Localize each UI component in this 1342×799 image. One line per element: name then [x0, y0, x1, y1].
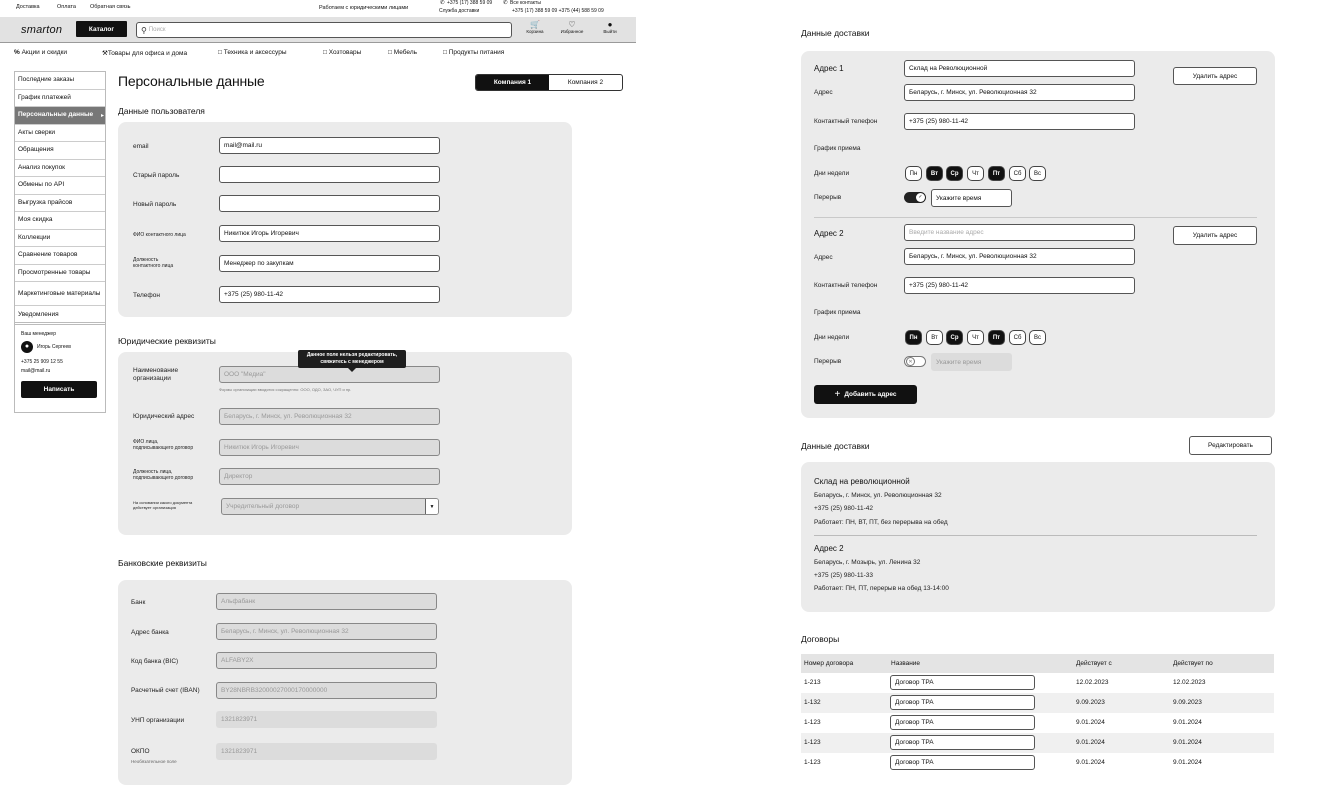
write-button[interactable]: Написать — [21, 381, 97, 398]
table-cell: 1-213 — [804, 679, 821, 686]
address-1-day-toggle[interactable]: Пн — [905, 166, 922, 181]
sidebar — [14, 71, 106, 325]
address-2-day-toggle[interactable]: Вт — [926, 330, 943, 345]
manager-email[interactable]: mail@mail.ru — [21, 368, 51, 374]
contract-name-field[interactable]: Договор ТРА — [890, 715, 1035, 730]
address-1-day-toggle[interactable]: Сб — [1009, 166, 1026, 181]
toggle-knob-icon: ✕ — [906, 357, 915, 366]
unp-label: УНП организации — [131, 717, 185, 724]
view-address-1-addr: Беларусь, г. Минск, ул. Революционная 32 — [814, 492, 942, 499]
phones-secondary: +375 (17) 388 59 09 +375 (44) 588 59 09 — [512, 8, 604, 14]
toggle-knob-icon: ✓ — [916, 193, 925, 202]
catalog-button[interactable]: Каталог — [76, 21, 127, 37]
user-data-title: Данные пользователя — [118, 106, 205, 116]
table-cell: 1-123 — [804, 739, 821, 746]
legal-title: Юридические реквизиты — [118, 336, 216, 346]
document-select[interactable] — [221, 498, 439, 515]
table-cell: 9.09.2023 — [1173, 699, 1202, 706]
delivery-service-label: Служба доставки — [439, 8, 480, 14]
search-placeholder: Поиск — [148, 27, 166, 33]
address-1-time-field[interactable]: Укажите время — [931, 189, 1012, 207]
signer-field: Никитюк Игорь Игоревич — [219, 439, 440, 456]
new-password-label: Новый пароль — [133, 201, 177, 208]
address-2-label: Адрес 2 — [814, 229, 844, 238]
cart-label: Корзина — [526, 29, 544, 34]
table-cell: 9.01.2024 — [1173, 759, 1202, 766]
address-1-breaks-label: Перерыв — [814, 194, 842, 201]
old-password-field[interactable] — [219, 166, 440, 183]
address-1-phone-label: Контактный телефон — [814, 118, 878, 125]
link-delivery[interactable]: Доставка — [16, 4, 40, 10]
legal-address-label: Юридический адрес — [133, 413, 195, 420]
table-row — [801, 733, 1274, 753]
legal-address-field: Беларусь, г. Минск, ул. Революционная 32 — [219, 408, 440, 425]
address-1-label: Адрес 1 — [814, 64, 844, 73]
cart-button[interactable] — [522, 20, 548, 34]
table-cell: 1-132 — [804, 699, 821, 706]
sidebar-item[interactable]: Акты сверки — [15, 125, 105, 143]
address-1-day-toggle[interactable]: Вс — [1029, 166, 1046, 181]
nav-item-food[interactable]: □ Продукты питания — [443, 49, 505, 56]
sidebar-item[interactable]: Моя скидка — [15, 212, 105, 230]
contracts-table — [801, 654, 1274, 773]
nav-item-promo[interactable]: % Акции и скидки — [14, 49, 67, 56]
link-payment[interactable]: Оплата — [57, 4, 76, 10]
sidebar-item[interactable]: Сравнение товаров — [15, 247, 105, 265]
favorites-label: Избранное — [560, 29, 584, 34]
phone-label: Телефон — [133, 292, 160, 299]
cart-icon: 🛒 — [530, 20, 540, 29]
bank-address-field: Беларусь, г. Минск, ул. Революционная 32 — [216, 623, 437, 640]
col-from: Действует с — [1076, 660, 1112, 667]
sidebar-item[interactable]: Обращения — [15, 142, 105, 160]
address-2-breaks-label: Перерыв — [814, 358, 842, 365]
address-2-schedule-label: График приема — [814, 309, 861, 316]
tooltip-arrow — [348, 368, 356, 372]
address-2-day-toggle[interactable]: Пн — [905, 330, 922, 345]
header — [0, 17, 636, 43]
sidebar-item[interactable]: Коллекции — [15, 230, 105, 248]
address-1-day-toggle[interactable]: Чт — [967, 166, 984, 181]
manager-title: Ваш менеджер — [21, 331, 56, 337]
fio-field[interactable]: Никитюк Игорь Игоревич — [219, 225, 440, 242]
manager-phone[interactable]: +375 25 909 12 55 — [21, 359, 63, 365]
iban-field: BY28NBRB32000027000170000000 — [216, 682, 437, 699]
address-2-days-label: Дни недели — [814, 334, 850, 341]
bic-label: Код банка (BIC) — [131, 658, 179, 665]
manager-card — [14, 322, 106, 413]
table-cell: 12.02.2023 — [1173, 679, 1206, 686]
table-cell: 9.09.2023 — [1076, 699, 1105, 706]
contracts-title: Договоры — [801, 634, 840, 644]
table-row — [801, 673, 1274, 693]
sidebar-item[interactable]: Выгрузка прайсов — [15, 195, 105, 213]
address-2-days — [905, 330, 1051, 345]
percent-icon: % — [14, 49, 20, 56]
table-cell: 9.01.2024 — [1076, 739, 1105, 746]
position-label: Должность контактного лица — [133, 257, 174, 269]
view-address-1-phone: +375 (25) 980-11-42 — [814, 505, 873, 512]
email-label: email — [133, 143, 149, 150]
top-bar — [0, 0, 636, 16]
address-2-day-toggle[interactable]: Чт — [967, 330, 984, 345]
plus-icon: + — [834, 389, 841, 400]
phone-main[interactable]: +375 (17) 388 59 09 — [447, 0, 493, 6]
chevron-down-icon[interactable]: ▼ — [425, 499, 438, 514]
contract-name-field[interactable]: Договор ТРА — [890, 755, 1035, 770]
nav-item-furniture[interactable]: □ Мебель — [388, 49, 417, 56]
table-cell: 1-123 — [804, 759, 821, 766]
document-label: На основании какого документа действует организация — [133, 500, 193, 510]
document-select-value: Учредительный договор — [226, 503, 300, 510]
chevron-right-icon: ▸ — [101, 113, 105, 119]
delete-address-1-button[interactable]: Удалить адрес — [1173, 67, 1257, 85]
bank-address-label: Адрес банка — [131, 629, 169, 636]
view-address-2-name: Адрес 2 — [814, 544, 844, 553]
fio-label: ФИО контактного лица — [133, 232, 186, 238]
nav-item-tech[interactable]: □ Техника и аксессуры — [218, 49, 287, 56]
address-2-phone-field[interactable]: +375 (25) 980-11-42 — [904, 277, 1135, 294]
logo[interactable]: smarton — [21, 24, 63, 36]
address-divider — [814, 217, 1257, 218]
bank-field: Альфабанк — [216, 593, 437, 610]
address-1-break-toggle[interactable] — [904, 192, 926, 203]
contract-name-field[interactable]: Договор ТРА — [890, 675, 1035, 690]
okpo-field[interactable]: 1321823971 — [216, 743, 437, 760]
tab-company-1[interactable]: Компания 1 — [476, 75, 549, 90]
address-1-schedule-label: График приема — [814, 145, 861, 152]
category-nav — [14, 49, 634, 61]
signer-position-label: Должность лица, подписывающего договор — [133, 469, 194, 481]
edit-delivery-button[interactable]: Редактировать — [1189, 436, 1272, 455]
address-2-day-toggle[interactable]: Ср — [946, 330, 963, 345]
org-field: ООО "Медиа" — [219, 366, 440, 383]
table-row — [801, 693, 1274, 713]
phone-icon: ✆ — [503, 0, 508, 6]
add-address-label: Добавить адрес — [844, 391, 897, 398]
address-2-day-toggle[interactable]: Вс — [1029, 330, 1046, 345]
delivery-edit-title: Данные доставки — [801, 28, 870, 38]
address-2-name-field[interactable]: Введите название адрес — [904, 224, 1135, 241]
address-1-day-toggle[interactable]: Ср — [946, 166, 963, 181]
bank-label: Банк — [131, 599, 146, 606]
old-password-label: Старый пароль — [133, 172, 180, 179]
bank-title: Банковские реквизиты — [118, 558, 207, 568]
col-to: Действует по — [1173, 660, 1213, 667]
nav-item-office[interactable]: ⚒Товары для офиса и дома — [102, 50, 188, 57]
address-1-days-label: Дни недели — [814, 170, 850, 177]
address-2-day-toggle[interactable]: Пт — [988, 330, 1005, 345]
view-address-2-addr: Беларусь, г. Мозырь, ул. Ленина 32 — [814, 559, 921, 566]
address-2-time-field: Укажите время — [931, 353, 1012, 371]
unp-field: 1321823971 — [216, 711, 437, 728]
table-cell: 9.01.2024 — [1076, 719, 1105, 726]
search-icon: ⚲ — [141, 25, 147, 35]
iban-label: Расчетный счет (IBAN) — [131, 687, 200, 694]
favorites-button[interactable] — [559, 20, 585, 34]
sidebar-item[interactable]: Просмотренные товары — [15, 265, 105, 283]
address-1-addr-label: Адрес — [814, 89, 833, 96]
sidebar-item[interactable]: Маркетинговые материалы — [15, 282, 105, 306]
address-1-days — [905, 166, 1051, 181]
view-address-1-hours: Работает: ПН, ВТ, ПТ, без перерыва на обед — [814, 519, 948, 526]
link-feedback[interactable]: Обратная связь — [90, 4, 131, 10]
sidebar-item[interactable]: График платежей — [15, 90, 105, 108]
bic-field: ALFABY2X — [216, 652, 437, 669]
okpo-hint: Необязательное поле — [131, 759, 177, 764]
avatar-icon: ● — [21, 341, 33, 353]
address-2-field[interactable]: Беларусь, г. Минск, ул. Революционная 32 — [904, 248, 1135, 265]
signer-position-field: Директор — [219, 468, 440, 485]
logout-label: Выйти — [603, 29, 617, 34]
table-row — [801, 753, 1274, 773]
manager-name: Игорь Сергеев — [37, 344, 71, 350]
view-divider — [814, 535, 1257, 536]
address-2-addr-label: Адрес — [814, 254, 833, 261]
sidebar-item[interactable]: Обмены по API — [15, 177, 105, 195]
address-1-day-toggle[interactable]: Пт — [988, 166, 1005, 181]
add-address-button[interactable] — [814, 385, 917, 404]
address-1-phone-field[interactable]: +375 (25) 980-11-42 — [904, 113, 1135, 130]
delivery-view-title: Данные доставки — [801, 441, 870, 451]
email-field[interactable]: mail@mail.ru — [219, 137, 440, 154]
view-address-2-phone: +375 (25) 980-11-33 — [814, 572, 873, 579]
address-1-day-toggle[interactable]: Вт — [926, 166, 943, 181]
sidebar-item[interactable]: Последние заказы — [15, 72, 105, 90]
tab-company-2[interactable]: Компания 2 — [567, 79, 604, 86]
view-address-2-hours: Работает: ПН, ПТ, перерыв на обед 13-14:00 — [814, 585, 949, 592]
address-2-phone-label: Контактный телефон — [814, 282, 878, 289]
table-cell: 9.01.2024 — [1173, 739, 1202, 746]
sidebar-item[interactable]: Анализ покупок — [15, 160, 105, 178]
address-2-day-toggle[interactable]: Сб — [1009, 330, 1026, 345]
okpo-label: ОКПО — [131, 748, 150, 755]
delete-address-2-button[interactable]: Удалить адрес — [1173, 226, 1257, 245]
contract-name-field[interactable]: Договор ТРА — [890, 735, 1035, 750]
sidebar-item[interactable]: Уведомления — [18, 310, 59, 318]
address-2-break-toggle[interactable] — [904, 356, 926, 367]
address-1-field[interactable]: Беларусь, г. Минск, ул. Революционная 32 — [904, 84, 1135, 101]
nav-item-household[interactable]: □ Хозтовары — [323, 49, 362, 56]
org-label: Наименование организации — [133, 367, 179, 382]
new-password-field[interactable] — [219, 195, 440, 212]
user-icon: ● — [607, 20, 613, 29]
table-row — [801, 713, 1274, 733]
phone-field[interactable]: +375 (25) 980-11-42 — [219, 286, 440, 303]
table-cell: 1-123 — [804, 719, 821, 726]
table-cell: 9.01.2024 — [1173, 719, 1202, 726]
col-name: Название — [891, 660, 921, 667]
signer-label: ФИО лица, подписывающего договор — [133, 439, 194, 451]
address-1-name-field[interactable]: Склад на Революционной — [904, 60, 1135, 77]
table-header — [801, 654, 1274, 673]
page-title: Персональные данные — [118, 73, 265, 89]
table-cell: 12.02.2023 — [1076, 679, 1109, 686]
table-cell: 9.01.2024 — [1076, 759, 1105, 766]
org-hint: Формы организации вводятся сокращенно: ООО, ОДО, ЗАО, ЧУП и пр. — [219, 387, 352, 392]
company-tabs — [475, 74, 623, 91]
heart-icon: ♡ — [568, 20, 576, 29]
legal-entities-link[interactable]: Работаем с юридическими лицами — [319, 5, 409, 11]
position-field[interactable]: Менеджер по закупкам — [219, 255, 440, 272]
search-input[interactable] — [136, 22, 512, 38]
logout-button[interactable] — [597, 20, 623, 34]
sidebar-item[interactable]: Персональные данные — [15, 107, 105, 125]
col-number: Номер договора — [804, 660, 854, 667]
contract-name-field[interactable]: Договор ТРА — [890, 695, 1035, 710]
all-contacts-link[interactable]: Все контакты — [510, 0, 541, 6]
view-address-1-name: Склад на революционной — [814, 477, 910, 486]
readonly-tooltip: Данное поле нельзя редактировать, свяжитесь с менеджером — [298, 350, 406, 368]
phone-icon: ✆ — [440, 0, 445, 6]
